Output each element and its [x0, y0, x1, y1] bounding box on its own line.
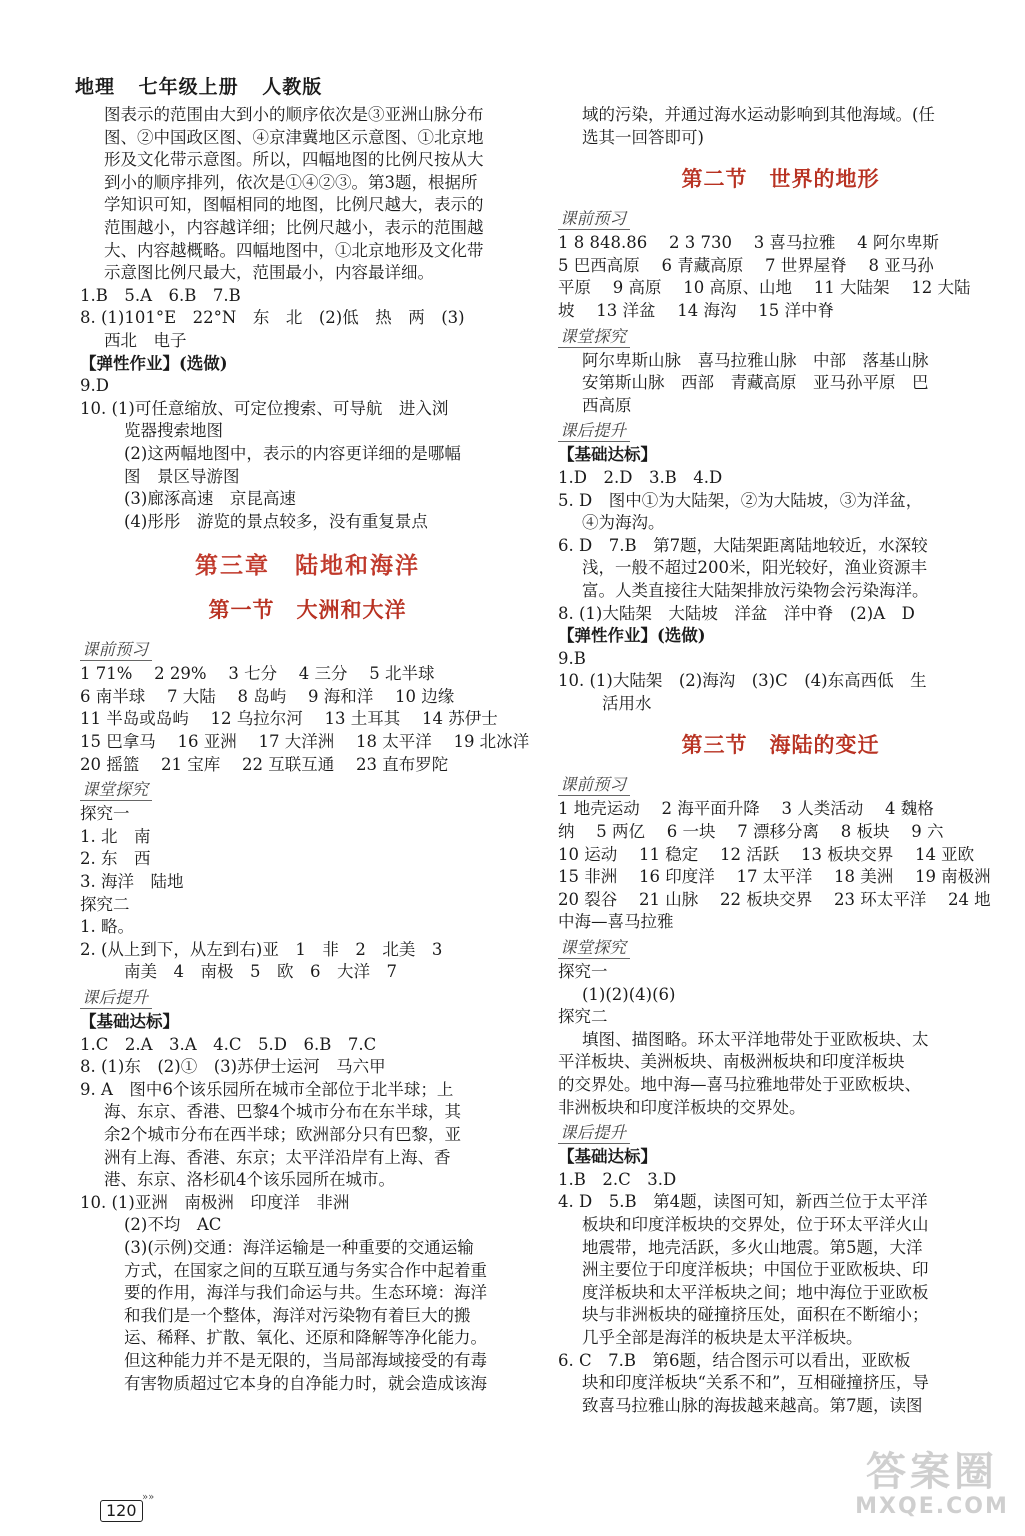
answer-line: (2)不均 AC — [124, 1215, 222, 1235]
preview-line: 10 运动 11 稳定 12 活跃 13 板块交界 14 亚欧 — [558, 844, 975, 864]
answer-line: 活用水 — [602, 693, 652, 713]
text-line: 学知识可知，图幅相同的地图，比例尺越大，表示的 — [104, 195, 484, 215]
preview-line: 11 半岛或岛屿 12 乌拉尔河 13 土耳其 14 苏伊士 — [80, 709, 498, 729]
answer-line: 富。人类直接往大陆架排放污染物会污染海洋。 — [582, 580, 929, 600]
text-line: 域的污染，并通过海水运动影响到其他海域。(任 — [582, 105, 935, 124]
left-column — [80, 104, 535, 1395]
explore-line: 西高原 — [582, 395, 632, 415]
after-class-tag: 课后提升 — [80, 988, 152, 1009]
answer-line: 但这种能力并不是无限的，当局部海域接受的有毒 — [124, 1350, 487, 1370]
preview-line: 1 71% 2 29% 3 七分 4 三分 5 北半球 — [80, 664, 435, 684]
answer-line: ④为海沟。 — [582, 513, 665, 533]
answer-line: 余2个城市分布在西半球；欧洲部分只有巴黎，亚 — [104, 1124, 461, 1144]
answer-line: (3)(示例)交通：海洋运输是一种重要的交通运输 — [124, 1237, 474, 1257]
answer-line: 和我们是一个整体，海洋对污染物有着巨大的搬 — [124, 1305, 471, 1325]
explore-line: 的交界处。地中海—喜马拉雅地带处于亚欧板块、 — [558, 1075, 921, 1094]
preview-line: 纳 5 两亿 6 一块 7 漂移分离 8 板块 9 六 — [558, 822, 944, 842]
section-title: 第一节 大洲和大洋 — [208, 597, 407, 623]
answer-line: 1.C 2.A 3.A 4.C 5.D 6.B 7.C — [80, 1034, 377, 1054]
watermark-logo — [847, 1450, 1017, 1530]
right-column — [558, 104, 1003, 1417]
preview-tag: 课前预习 — [558, 209, 630, 230]
explore-line: 3. 海洋 陆地 — [80, 872, 184, 892]
answer-line: (3)廊涿高速 京昆高速 — [124, 489, 296, 509]
classroom-tag: 课堂探究 — [558, 938, 630, 959]
explore-heading: 探究二 — [80, 894, 130, 914]
answer-line: 4. D 5.B 第4题，读图可知，新西兰位于太平洋 — [558, 1192, 928, 1212]
watermark-text: 答案圈 — [866, 1449, 998, 1495]
page-number: 120 — [100, 1500, 143, 1522]
preview-line: 1 地壳运动 2 海平面升降 3 人类活动 4 魏格 — [558, 799, 934, 819]
answer-line: 8. (1)101°E 22°N 东 北 (2)低 热 两 (3) — [80, 308, 465, 328]
text-line: 示意图比例尺最大，范围最小，内容最详细。 — [104, 263, 434, 283]
answer-line: 运、稀释、扩散、氧化、还原和降解等净化能力。 — [124, 1328, 487, 1348]
explore-line: 安第斯山脉 西部 青藏高原 亚马孙平原 巴 — [582, 373, 929, 393]
header-edition: 人教版 — [262, 76, 323, 98]
answer-line: 方式，在国家之间的互联互通与务实合作中起着重 — [124, 1260, 487, 1280]
chapter-title: 第三章 陆地和海洋 — [195, 552, 420, 580]
preview-line: 5 巴西高原 6 青藏高原 7 世界屋脊 8 亚马孙 — [558, 255, 934, 275]
answer-line: 几乎全部是海洋的板块是太平洋板块。 — [582, 1327, 863, 1347]
classroom-tag: 课堂探究 — [80, 780, 152, 801]
preview-tag: 课前预习 — [80, 640, 152, 661]
after-class-tag: 课后提升 — [558, 1123, 630, 1144]
explore-line: 平洋板块、美洲板块、南极洲板块和印度洋板块 — [558, 1052, 905, 1072]
answer-line: 有害物质超过它本身的自净能力时，就会造成该海 — [124, 1373, 487, 1393]
explore-line: 1. 北 南 — [80, 826, 151, 846]
explore-line: 填图、描图略。环太平洋地带处于亚欧板块、太 — [582, 1029, 929, 1049]
tanxing-heading: 【弹性作业】(选做) — [80, 353, 228, 373]
page-arrow-icon: »» — [142, 1492, 155, 1503]
answer-line: 图 景区导游图 — [124, 466, 240, 486]
text-line: 图表示的范围由大到小的顺序依次是③亚洲山脉分布 — [104, 105, 484, 124]
explore-heading: 探究一 — [80, 804, 130, 824]
explore-line: 2. 东 西 — [80, 849, 151, 869]
answer-line: 1.D 2.D 3.B 4.D — [558, 467, 723, 487]
preview-line: 6 南半球 7 大陆 8 岛屿 9 海和洋 10 边缘 — [80, 686, 455, 706]
answer-line: (4)彤彤 游览的景点较多，没有重复景点 — [124, 511, 428, 531]
answer-line: 块与非洲板块的碰撞挤压处，面积在不断缩小； — [582, 1305, 929, 1325]
explore-line: 2. (从上到下，从左到右)亚 1 非 2 北美 3 — [80, 939, 443, 959]
answer-line: 览器搜索地图 — [124, 421, 223, 441]
answer-line: 地震带，地壳活跃，多火山地震。第5题，大洋 — [582, 1237, 923, 1257]
preview-line: 20 摇篮 21 宝库 22 互联互通 23 直布罗陀 — [80, 754, 449, 774]
answer-line: 6. C 7.B 第6题，结合图示可以看出，亚欧板 — [558, 1350, 911, 1370]
answer-line: 8. (1)东 (2)① (3)苏伊士运河 马六甲 — [80, 1057, 386, 1077]
text-line: 形及文化带示意图。所以，四幅地图的比例尺按从大 — [104, 150, 484, 170]
answer-line: 5. D 图中①为大陆架，②为大陆坡，③为洋盆， — [558, 490, 923, 510]
text-line: 到小的顺序排列，依次是①④②③。第3题，根据所 — [104, 172, 478, 192]
preview-line: 中海—喜马拉雅 — [558, 912, 674, 932]
text-line: 图、②中国政区图、④京津冀地区示意图、①北京地 — [104, 127, 484, 147]
answer-line: 1.B 5.A 6.B 7.B — [80, 285, 241, 305]
text-line: 范围越小，内容越详细；比例尺越小，表示的范围越 — [104, 217, 484, 237]
preview-line: 15 巴拿马 16 亚洲 17 大洋洲 18 太平洋 19 北冰洋 — [80, 732, 530, 752]
answer-line: 10. (1)亚洲 南极洲 印度洋 非洲 — [80, 1192, 350, 1212]
page-header — [75, 72, 338, 99]
text-line: 大、内容越概略。四幅地图中，①北京地形及文化带 — [104, 240, 484, 260]
answer-line: 港、东京、洛杉矶4个该乐园所在城市。 — [104, 1170, 395, 1190]
answer-line: 海、东京、香港、巴黎4个城市分布在东半球，其 — [104, 1102, 461, 1122]
answer-line: 板块和印度洋板块的交界处，位于环太平洋火山 — [582, 1214, 929, 1234]
preview-line: 坡 13 洋盆 14 海沟 15 洋中脊 — [558, 300, 834, 320]
answer-line: 10. (1)大陆架 (2)海沟 (3)C (4)东高西低 生 — [558, 671, 927, 691]
explore-line: (1)(2)(4)(6) — [582, 984, 676, 1004]
answer-line: 洲有上海、香港、东京；太平洋沿岸有上海、香 — [104, 1147, 451, 1167]
answer-line: 致喜马拉雅山脉的海拔越来越高。第7题，读图 — [582, 1395, 923, 1415]
answer-line: 1.B 2.C 3.D — [558, 1169, 677, 1189]
tanxing-heading: 【弹性作业】(选做) — [558, 626, 706, 646]
answer-line: 9.D — [80, 376, 109, 396]
text-line: 选其一回答即可) — [582, 127, 704, 147]
section-title: 第二节 世界的地形 — [681, 166, 880, 192]
answer-line: 西北 电子 — [104, 330, 187, 350]
answer-line: 9. A 图中6个该乐园所在城市全部位于北半球；上 — [80, 1079, 454, 1099]
preview-line: 20 裂谷 21 山脉 22 板块交界 23 环太平洋 24 地 — [558, 889, 991, 909]
section-title: 第三节 海陆的变迁 — [681, 732, 880, 758]
explore-line: 1. 略。 — [80, 917, 134, 937]
watermark-url: MXQE.COM — [855, 1494, 1009, 1519]
answer-line: 块和印度洋板块“关系不和”，互相碰撞挤压，导 — [582, 1373, 929, 1393]
answer-line: 洲主要位于印度洋板块；中国位于亚欧板块、印 — [582, 1260, 929, 1280]
header-grade: 七年级上册 — [138, 76, 239, 98]
answer-line: 度洋板块和太平洋板块之间；地中海位于亚欧板 — [582, 1282, 929, 1302]
basic-heading: 【基础达标】 — [558, 1147, 657, 1167]
explore-line: 南美 4 南极 5 欧 6 大洋 7 — [124, 962, 397, 982]
explore-line: 非洲板块和印度洋板块的交界处。 — [558, 1097, 806, 1117]
explore-line: 阿尔卑斯山脉 喜马拉雅山脉 中部 落基山脉 — [582, 350, 929, 370]
preview-tag: 课前预习 — [558, 775, 630, 796]
answer-line: 8. (1)大陆架 大陆坡 洋盆 洋中脊 (2)A D — [558, 603, 915, 623]
basic-heading: 【基础达标】 — [80, 1012, 179, 1031]
explore-heading: 探究一 — [558, 962, 608, 982]
classroom-tag: 课堂探究 — [558, 327, 630, 348]
intro-block — [80, 104, 535, 285]
preview-line: 1 8 848.86 2 3 730 3 喜马拉雅 4 阿尔卑斯 — [558, 233, 939, 253]
preview-line: 平原 9 高原 10 高原、山地 11 大陆架 12 大陆 — [558, 278, 971, 298]
preview-line: 15 非洲 16 印度洋 17 太平洋 18 美洲 19 南极洲 — [558, 867, 991, 887]
after-class-tag: 课后提升 — [558, 421, 630, 442]
explore-heading: 探究二 — [558, 1007, 608, 1027]
answer-line: 9.B — [558, 648, 586, 668]
answer-line: 浅，一般不超过200米，阳光较好，渔业资源丰 — [582, 558, 927, 578]
answer-line: (2)这两幅地图中，表示的内容更详细的是哪幅 — [124, 443, 461, 463]
answer-line: 6. D 7.B 第7题，大陆架距离陆地较近，水深较 — [558, 535, 928, 555]
basic-heading: 【基础达标】 — [558, 445, 657, 465]
header-subject: 地理 — [75, 76, 116, 98]
answer-line: 要的作用，海洋与我们命运与共。生态环境：海洋 — [124, 1283, 487, 1303]
answer-line: 10. (1)可任意缩放、可定位搜索、可导航 进入浏 — [80, 398, 449, 418]
